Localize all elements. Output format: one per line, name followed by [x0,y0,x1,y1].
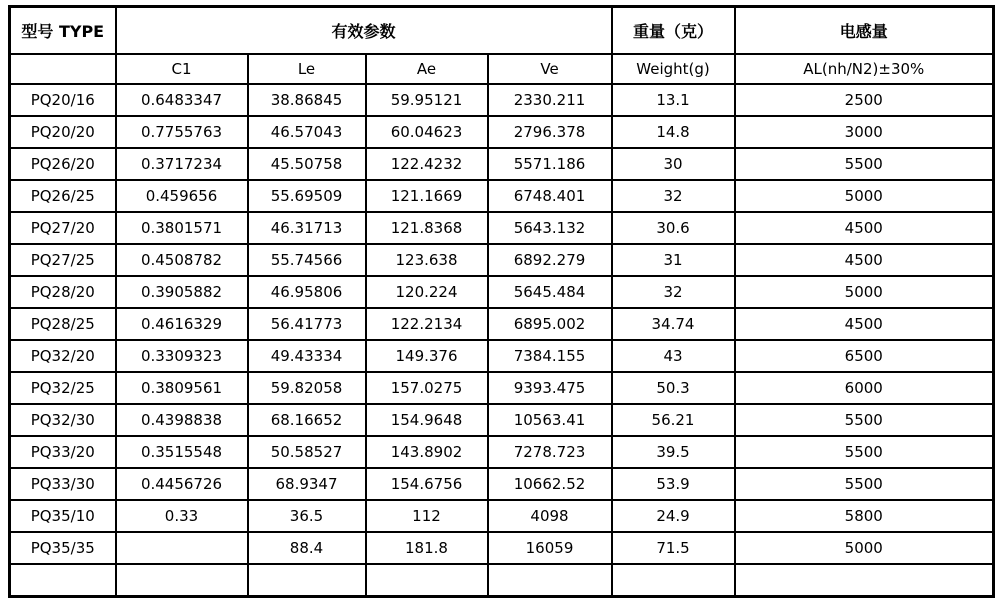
table-row [10,212,994,244]
value-cell: 5645.484 [488,276,612,308]
value-cell: 122.4232 [366,148,488,180]
value-cell: 10662.52 [488,468,612,500]
value-cell: 5643.132 [488,212,612,244]
header-type: 型号 TYPE [10,7,116,55]
value-cell: 6892.279 [488,244,612,276]
value-cell [116,532,248,564]
value-cell: 36.5 [248,500,366,532]
value-cell [116,564,248,597]
value-cell: 45.50758 [248,148,366,180]
value-cell: 0.3309323 [116,340,248,372]
value-cell: 143.8902 [366,436,488,468]
value-cell: 121.1669 [366,180,488,212]
table-row [10,180,994,212]
value-cell: 60.04623 [366,116,488,148]
value-cell: 68.16652 [248,404,366,436]
header-type-empty [10,54,116,84]
table-row [10,308,994,340]
value-cell: 121.8368 [366,212,488,244]
value-cell: 0.33 [116,500,248,532]
header-inductance: 电感量 [735,7,994,55]
value-cell: 24.9 [612,500,735,532]
table-row [10,436,994,468]
value-cell: 68.9347 [248,468,366,500]
value-cell: 123.638 [366,244,488,276]
value-cell: 7384.155 [488,340,612,372]
value-cell: 13.1 [612,84,735,116]
value-cell: 0.3801571 [116,212,248,244]
header-weight: 重量（克） [612,7,735,55]
table-row [10,276,994,308]
value-cell: 46.95806 [248,276,366,308]
value-cell: 55.74566 [248,244,366,276]
value-cell: 0.7755763 [116,116,248,148]
value-cell: 5000 [735,180,994,212]
value-cell: 0.3717234 [116,148,248,180]
value-cell: 56.21 [612,404,735,436]
value-cell: 5500 [735,436,994,468]
value-cell: 7278.723 [488,436,612,468]
value-cell: 71.5 [612,532,735,564]
value-cell: 2330.211 [488,84,612,116]
header-le: Le [248,54,366,84]
value-cell: 10563.41 [488,404,612,436]
table-row [10,500,994,532]
value-cell: 14.8 [612,116,735,148]
type-cell: PQ26/20 [10,148,116,180]
value-cell: 0.4456726 [116,468,248,500]
value-cell: 0.6483347 [116,84,248,116]
table-row [10,340,994,372]
spec-table [8,5,995,598]
type-cell: PQ33/30 [10,468,116,500]
type-cell [10,564,116,597]
value-cell: 49.43334 [248,340,366,372]
type-cell: PQ20/16 [10,84,116,116]
header-al: AL(nh/N2)±30% [735,54,994,84]
type-cell: PQ27/25 [10,244,116,276]
value-cell: 0.459656 [116,180,248,212]
value-cell: 34.74 [612,308,735,340]
value-cell: 0.3809561 [116,372,248,404]
type-cell: PQ28/25 [10,308,116,340]
value-cell: 181.8 [366,532,488,564]
value-cell: 4098 [488,500,612,532]
table-row [10,564,994,597]
value-cell: 39.5 [612,436,735,468]
value-cell: 2796.378 [488,116,612,148]
type-cell: PQ26/25 [10,180,116,212]
value-cell: 46.57043 [248,116,366,148]
value-cell: 5571.186 [488,148,612,180]
header-ae: Ae [366,54,488,84]
value-cell [735,564,994,597]
value-cell: 0.3515548 [116,436,248,468]
value-cell: 4500 [735,244,994,276]
value-cell: 4500 [735,308,994,340]
value-cell [488,564,612,597]
type-cell: PQ32/20 [10,340,116,372]
value-cell: 32 [612,180,735,212]
table-header [10,7,994,85]
value-cell [366,564,488,597]
value-cell: 30 [612,148,735,180]
value-cell: 154.6756 [366,468,488,500]
header-weight-g: Weight(g) [612,54,735,84]
value-cell: 9393.475 [488,372,612,404]
value-cell: 149.376 [366,340,488,372]
table-row [10,372,994,404]
value-cell: 6895.002 [488,308,612,340]
table-row [10,532,994,564]
value-cell: 55.69509 [248,180,366,212]
header-row-sub [10,54,994,84]
header-ve: Ve [488,54,612,84]
value-cell: 0.4616329 [116,308,248,340]
value-cell: 120.224 [366,276,488,308]
value-cell: 6500 [735,340,994,372]
value-cell: 31 [612,244,735,276]
table-row [10,468,994,500]
value-cell: 5500 [735,148,994,180]
value-cell: 5000 [735,532,994,564]
value-cell: 2500 [735,84,994,116]
type-cell: PQ20/20 [10,116,116,148]
table-row [10,404,994,436]
value-cell: 32 [612,276,735,308]
value-cell: 59.95121 [366,84,488,116]
type-cell: PQ32/30 [10,404,116,436]
header-row-main [10,7,994,55]
header-c1: C1 [116,54,248,84]
header-effective-params: 有效参数 [116,7,612,55]
value-cell: 5000 [735,276,994,308]
value-cell: 6000 [735,372,994,404]
value-cell: 5500 [735,404,994,436]
value-cell: 53.9 [612,468,735,500]
table-row [10,148,994,180]
value-cell [612,564,735,597]
value-cell: 46.31713 [248,212,366,244]
value-cell: 5500 [735,468,994,500]
type-cell: PQ33/20 [10,436,116,468]
value-cell: 154.9648 [366,404,488,436]
table-row [10,244,994,276]
table-row [10,116,994,148]
value-cell: 88.4 [248,532,366,564]
value-cell: 122.2134 [366,308,488,340]
value-cell: 16059 [488,532,612,564]
value-cell: 5800 [735,500,994,532]
type-cell: PQ35/10 [10,500,116,532]
value-cell: 50.3 [612,372,735,404]
value-cell: 0.4398838 [116,404,248,436]
value-cell: 50.58527 [248,436,366,468]
value-cell: 0.4508782 [116,244,248,276]
value-cell: 4500 [735,212,994,244]
value-cell: 59.82058 [248,372,366,404]
value-cell: 157.0275 [366,372,488,404]
value-cell: 3000 [735,116,994,148]
value-cell: 112 [366,500,488,532]
type-cell: PQ27/20 [10,212,116,244]
value-cell: 0.3905882 [116,276,248,308]
value-cell: 6748.401 [488,180,612,212]
value-cell [248,564,366,597]
value-cell: 43 [612,340,735,372]
table-row [10,84,994,116]
type-cell: PQ32/25 [10,372,116,404]
table-body [10,84,994,597]
value-cell: 30.6 [612,212,735,244]
type-cell: PQ35/35 [10,532,116,564]
type-cell: PQ28/20 [10,276,116,308]
value-cell: 38.86845 [248,84,366,116]
value-cell: 56.41773 [248,308,366,340]
